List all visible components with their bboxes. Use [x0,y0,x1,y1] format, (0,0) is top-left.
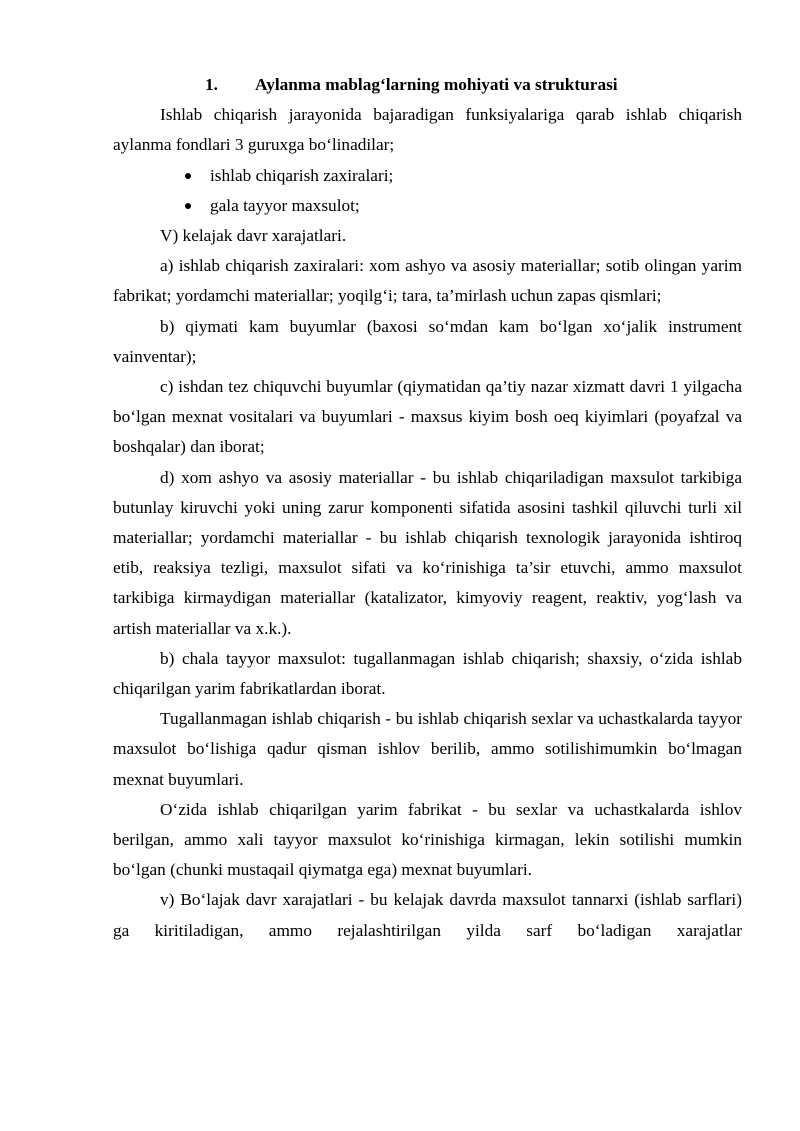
paragraph-production-reserves: a) ishlab chiqarish zaxiralari: xom ashyo va asosiy materiallar; sotib olingan yarim fabrikat; yordamchi materiallar; yoqilg‘i; tara, ta’mirlash uchun zapas qismlari; [113,256,742,306]
paragraph-semi-finished: b) chala tayyor maxsulot: tugallanmagan ishlab chiqarish; shaxsiy, o‘zida ishlab chiqarilgan yarim fabrikatlardan iborat. [113,648,742,699]
intro-paragraph: Ishlab chiqarish jarayonida bajaradigan funksiyalariga qarab ishlab chiqarish aylanma fondlari 3 guruxga bo‘linadilar; [113,105,742,155]
bullet-item [113,161,742,191]
bullet-text: ishlab chiqarish zaxiralari; [210,165,394,185]
bullet-text: gala tayyor maxsulot; [210,195,360,215]
paragraph-deferred-costs: v) Bo‘lajak davr xarajatlari - bu kelajak davrda maxsulot tannarxi (ishlab sarflari) ga kiritiladigan, ammo rejalashtirilgan yilda sarf bo‘ladigan xarajatlar [113,890,742,940]
section-heading [113,70,742,100]
paragraph-work-in-progress: Tugallanmagan ishlab chiqarish - bu ishlab chiqarish sexlar va uchastkalarda tayyor maxsulot bo‘lishiga qadur qisman ishlov berilib, ammo sotilishimumkin bo‘lmagan mexnat buyumlari. [113,709,742,789]
paragraph-raw-materials: d) xom ashyo va asosiy materiallar - bu ishlab chiqariladigan maxsulot tarkibiga butunlay kiruvchi yoki uning zarur komponenti sifatida asosini tashkil qiluvchi turli xil materiallar; yordamchi materiallar - bu ishlab chiqarish texnologik jarayonida ishtiroq etib, reaksiya tezligi, maxsulot sifati va ko‘rinishiga ta’sir etuvchi, ammo maxsulot tarkibiga kirmaydigan materiallar (katalizator, kimyoviy reagent, reaktiv, yog‘lash va artish materiallar va x.k.). [113,467,742,638]
paragraph-own-semi-finished: O‘zida ishlab chiqarilgan yarim fabrikat - bu sexlar va uchastkalarda ishlov berilgan, ammo xali tayyor maxsulot ko‘rinishiga kirmagan, lekin sotilishi mumkin bo‘lgan (chunki mustaqail qiymatga ega) mexnat buyumlari. [113,799,742,880]
bullet-icon [185,203,191,209]
document-page [113,70,742,946]
bullet-item [113,191,742,221]
section-title: Aylanma mablag‘larning mohiyati va strukturasi [255,75,618,94]
paragraph-fast-wearing-items: c) ishdan tez chiquvchi buyumlar (qiymatidan qa’tiy nazar xizmatt davri 1 yilgacha bo‘lgan mexnat vositalari va buyumlari - maxsus kiyim bosh oeq kiyimlari (poyafzal va boshqalar) dan iborat; [113,377,742,457]
section-number: 1. [205,75,218,94]
paragraph-future-costs: V) kelajak davr xarajatlari. [160,226,347,246]
bullet-list [113,161,742,221]
paragraph-low-value-items: b) qiymati kam buyumlar (baxosi so‘mdan kam bo‘lgan xo‘jalik instrument vainventar); [113,316,742,366]
bullet-icon [185,173,191,179]
